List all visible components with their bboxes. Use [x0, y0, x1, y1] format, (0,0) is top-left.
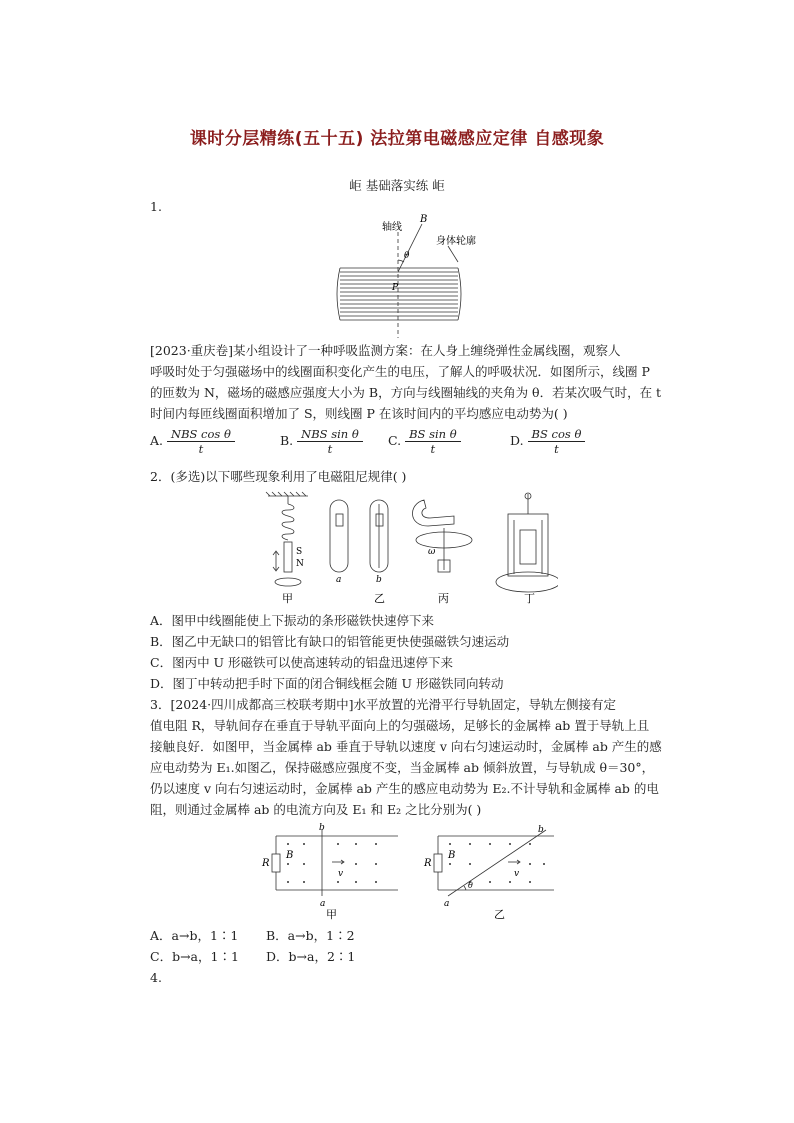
q2-s-label: S: [296, 547, 303, 557]
q3-stem-line-1: 3．[2024·四川成都高三校联考期中]水平放置的光滑平行导轨固定，导轨左侧接有定: [150, 697, 616, 712]
q3-option-b[interactable]: B．a→b，1∶2: [266, 928, 355, 943]
q3-label-yi: 乙: [494, 908, 505, 921]
q3-field-dots: [287, 843, 545, 883]
q2-figure: [258, 490, 558, 608]
fraction: $\frac{\text{NBS cos θ}}{t}$: [167, 427, 235, 456]
q2-stem: 2．(多选)以下哪些现象利用了电磁阻尼规律( ): [150, 469, 407, 484]
q2-option-d[interactable]: D．图丁中转动把手时下面的闭合铜线框会随 U 形磁铁同向转动: [150, 676, 504, 691]
q2-option-a[interactable]: A．图甲中线圈能使上下振动的条形磁铁快速停下来: [150, 613, 435, 628]
q1-body-label: 身体轮廓: [436, 236, 476, 247]
q2-label-jia: 甲: [282, 592, 293, 605]
page-title: 课时分层精练(五十五) 法拉第电磁感应定律 自感现象: [189, 129, 605, 149]
q3-theta-label-yi: θ: [468, 881, 473, 890]
option-letter: A.: [150, 433, 164, 448]
q1-option-c[interactable]: [388, 427, 461, 456]
q1-option-a[interactable]: [150, 427, 235, 456]
q1-stem-line-1: [2023·重庆卷]某小组设计了一种呼吸监测方案：在人身上缠绕弹性金属线圈，观察人: [150, 343, 621, 358]
q3-b-end-jia: b: [319, 823, 325, 833]
q1-p-label: P: [392, 283, 399, 293]
q3-stem-line-5: 仍以速度 v 向右匀速运动时，金属棒 ab 产生的感应电动势为 E₂.不计导轨和金属棒 ab 的电: [150, 781, 659, 796]
q3-stem-line-4: 应电动势为 E₁.如图乙，保持磁感应强度不变，当金属棒 ab 倾斜放置，与导轨成 θ＝30°，: [150, 760, 655, 775]
q3-v-label-jia: v: [338, 869, 344, 879]
q1-stem-line-3: 的匝数为 N，磁场的磁感应强度大小为 B，方向与线圈轴线的夹角为 θ．若某次吸气时，在 t: [150, 385, 662, 400]
q1-axis-label: 轴线: [382, 222, 402, 233]
q2-omega-label: ω: [428, 547, 436, 557]
q2-option-c[interactable]: C．图丙中 U 形磁铁可以使高速转动的铝盘迅速停下来: [150, 655, 454, 670]
option-letter: B.: [280, 433, 294, 448]
q3-option-a[interactable]: A．a→b，1∶1: [150, 928, 239, 943]
q1-option-b[interactable]: [280, 427, 363, 456]
q3-figure: [258, 822, 558, 922]
q2-label-yi: 乙: [374, 592, 385, 605]
q1-stem-line-2: 呼吸时处于匀强磁场中的线圈面积变化产生的电压，了解人的呼吸状况．如图所示，线圈 P: [150, 364, 650, 379]
fraction: $\frac{\text{BS cos θ}}{t}$: [528, 427, 586, 456]
q2-n-label: N: [296, 559, 304, 569]
q1-option-d[interactable]: [510, 427, 585, 456]
q3-stem-line-3: 接触良好．如图甲，当金属棒 ab 垂直于导轨以速度 v 向右匀速运动时，金属棒 ab 产生的感: [150, 739, 662, 754]
q2-b-label: b: [376, 575, 382, 585]
section-heading: 岠 基础落实练 岠: [349, 178, 445, 193]
q3-r-label-yi: R: [424, 858, 432, 869]
q3-option-d[interactable]: D．b→a，2∶1: [266, 949, 356, 964]
q3-b-field-label-jia: B: [286, 850, 294, 861]
fraction: $\frac{\text{NBS sin θ}}{t}$: [297, 427, 363, 456]
fraction: $\frac{\text{BS sin θ}}{t}$: [405, 427, 461, 456]
q1-stem-line-4: 时间内每匝线圈面积增加了 S，则线圈 P 在该时间内的平均感应电动势为( ): [150, 406, 568, 421]
q3-option-c[interactable]: C．b→a，1∶1: [150, 949, 239, 964]
option-letter: C.: [388, 433, 402, 448]
q3-stem-line-2: 值电阻 R，导轨间存在垂直于导轨平面向上的匀强磁场，足够长的金属棒 ab 置于导轨上且: [150, 718, 650, 733]
q2-a-label: a: [336, 575, 342, 585]
q3-a-end-yi: a: [444, 899, 450, 909]
q2-option-b[interactable]: B．图乙中无缺口的铝管比有缺口的铝管能更快使强磁铁匀速运动: [150, 634, 510, 649]
q2-label-bing: 丙: [438, 592, 449, 605]
q3-label-jia: 甲: [326, 908, 337, 921]
q3-stem-line-6: 阻，则通过金属棒 ab 的电流方向及 E₁ 和 E₂ 之比分别为( ): [150, 802, 482, 817]
q2-label-ding: 丁: [524, 592, 535, 605]
q4-number: 4.: [150, 970, 162, 985]
q3-b-field-label-yi: B: [448, 850, 456, 861]
q1-b-label: B: [420, 214, 428, 225]
q1-number: 1.: [150, 199, 162, 214]
q3-r-label-jia: R: [262, 858, 270, 869]
q3-b-end-yi: b: [538, 825, 544, 835]
q1-theta-label: θ: [404, 251, 410, 261]
q1-figure: [330, 210, 480, 342]
q3-a-end-jia: a: [320, 899, 326, 909]
option-letter: D.: [510, 433, 524, 448]
q3-v-label-yi: v: [514, 869, 520, 879]
